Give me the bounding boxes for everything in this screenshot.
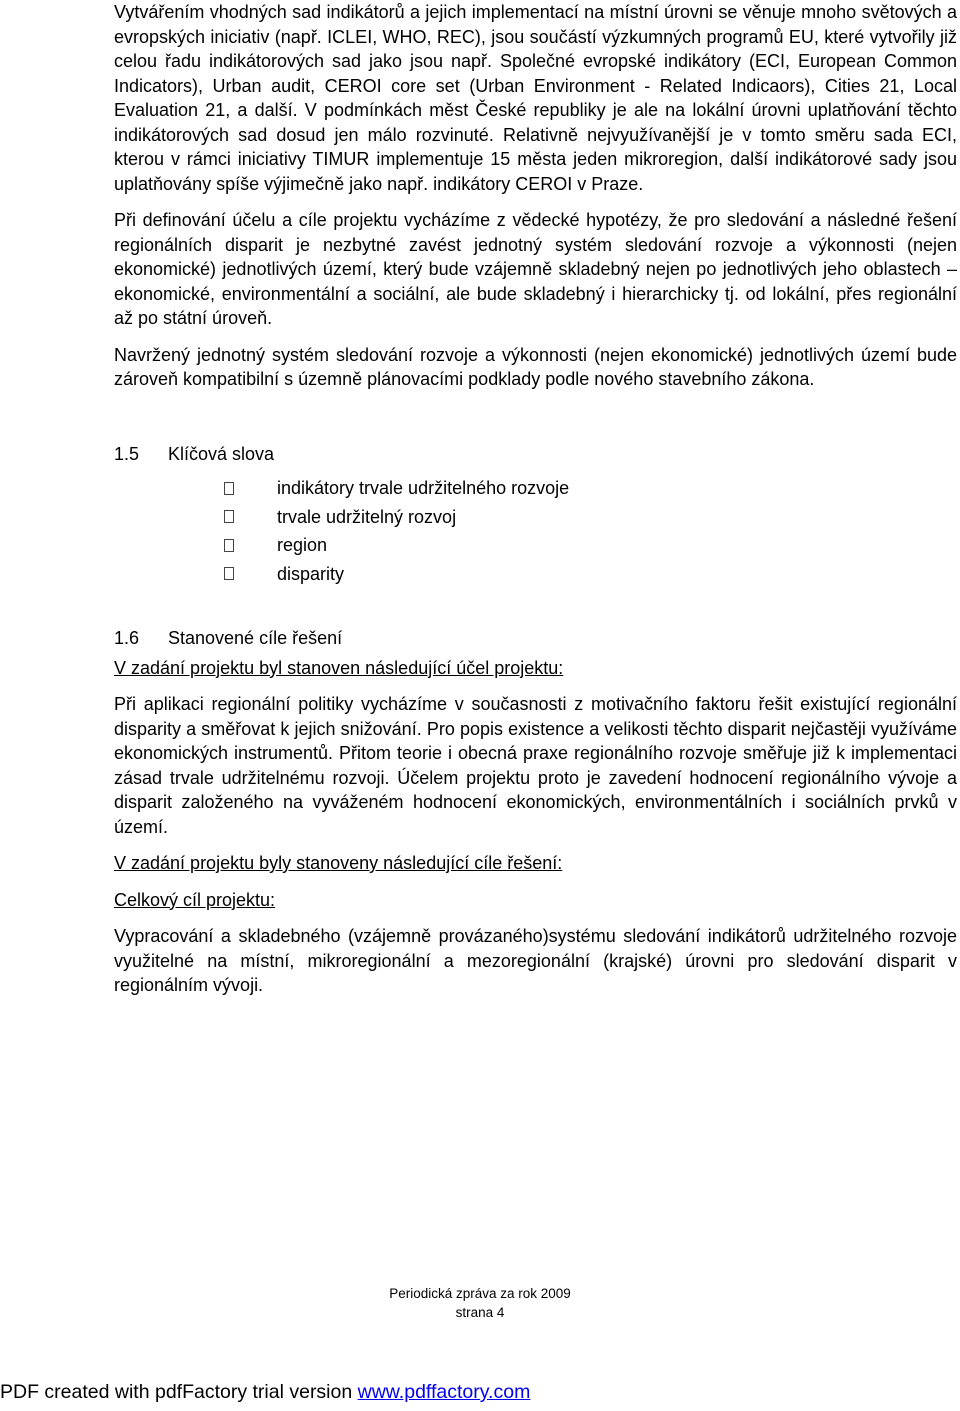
section-heading-keywords bbox=[114, 442, 957, 467]
keyword-label: region bbox=[277, 535, 328, 555]
keyword-label: disparity bbox=[277, 563, 345, 584]
paragraph-indicator-initiatives: Vytvářením vhodných sad indikátorů a jejich implementací na místní úrovni se věnuje mnoho světových a evropských iniciativ (např. ICLEI, WHO, REC), jsou součástí výzkumných programů EU, které vytvořily již celou řadu indikátorových sad jako jsou např. Společné evropské indikátory (ECI, European Common Indicators), Urban audit, CEROI core set (Urban Environment - Related Indicaors), Cities 21, Local Evaluation 21, a další. V podmínkách měst České republiky je ale na lokální úrovni uplatňování těchto indikátorových sad dosud jen málo rozvinuté. Relativně nejvyužívanější je v tomto směru sada ECI, kterou v rámci iniciativy TIMUR implementuje 15 města jeden mikroregion, další indikátorové sady jsou uplatňovány spíše výjimečně jako např. indikátory CEROI v Praze. bbox=[114, 2, 957, 194]
list-item bbox=[114, 531, 957, 560]
keyword-list bbox=[114, 474, 957, 588]
keyword-label: indikátory trvale udržitelného rozvoje bbox=[277, 478, 570, 498]
keyword-label: trvale udržitelný rozvoj bbox=[277, 506, 457, 527]
list-item bbox=[114, 503, 957, 532]
section-title: Stanovené cíle řešení bbox=[168, 628, 343, 648]
document-page bbox=[114, 0, 957, 998]
square-bullet-icon bbox=[224, 510, 234, 523]
goals-label: V zadání projektu byly stanoveny následující cíle řešení: bbox=[114, 853, 563, 873]
square-bullet-icon bbox=[224, 539, 234, 552]
list-item bbox=[114, 560, 957, 589]
section-title: Klíčová slova bbox=[168, 443, 275, 464]
purpose-text: Při aplikaci regionální politiky vycházíme v současnosti z motivačního faktoru řešit existující regionální disparity a směřovat k jejich snižování. Pro popis existence a velikosti těchto disparit nejčastěji využíváme ekonomických instrumentů. Přitom teorie i obecná praxe regionálního rozvoje směřuje již k implementaci zásad trvale udržitelnému rozvoji. Účelem projektu proto je zavedení hodnocení regionálního vývoje a disparit založeného na vyváženém hodnocení ekonomických, environmentálních i sociálních prvků v území. bbox=[114, 694, 957, 837]
page-footer bbox=[0, 1284, 960, 1322]
square-bullet-icon bbox=[224, 482, 234, 495]
list-item bbox=[114, 474, 957, 503]
pdf-trial-banner bbox=[0, 1381, 530, 1404]
pdffactory-link[interactable]: www.pdffactory.com bbox=[357, 1381, 531, 1403]
section-number: 1.5 bbox=[114, 443, 140, 464]
purpose-label: V zadání projektu byl stanoven následující účel projektu: bbox=[114, 657, 564, 678]
section-heading-goals bbox=[114, 626, 957, 651]
footer-report-title: Periodická zpráva za rok 2009 bbox=[389, 1286, 571, 1301]
overall-goal-text: Vypracování a skladebného (vzájemně provázaného)systému sledování indikátorů udržitelného rozvoje využitelné na místní, mikroregionální a mezoregionální (krajské) úrovni pro sledování disparit v regionálním vývoji. bbox=[114, 926, 957, 995]
footer-page-number: strana 4 bbox=[455, 1305, 505, 1320]
section-number: 1.6 bbox=[114, 628, 140, 648]
banner-text: PDF created with pdfFactory trial version bbox=[0, 1381, 358, 1403]
paragraph-project-hypothesis: Při definování účelu a cíle projektu vycházíme z vědecké hypotézy, že pro sledování a následné řešení regionálních disparit je nezbytné zavést jednotný systém sledování rozvoje a výkonnosti (nejen ekonomické) jednotlivých území, který bude vzájemně skladebný nejen po jednotlivých jeho oblastech – ekonomické, environmentální a sociální, ale bude skladebný i hierarchicky tj. od lokální, přes regionální až po státní úroveň. bbox=[114, 210, 957, 328]
paragraph-monitoring-system: Navržený jednotný systém sledování rozvoje a výkonnosti (nejen ekonomické) jednotlivých území bude zároveň kompatibilní s územně plánovacími podklady podle nového stavebního zákona. bbox=[114, 344, 957, 389]
square-bullet-icon bbox=[224, 567, 234, 580]
overall-goal-label: Celkový cíl projektu: bbox=[114, 889, 276, 910]
